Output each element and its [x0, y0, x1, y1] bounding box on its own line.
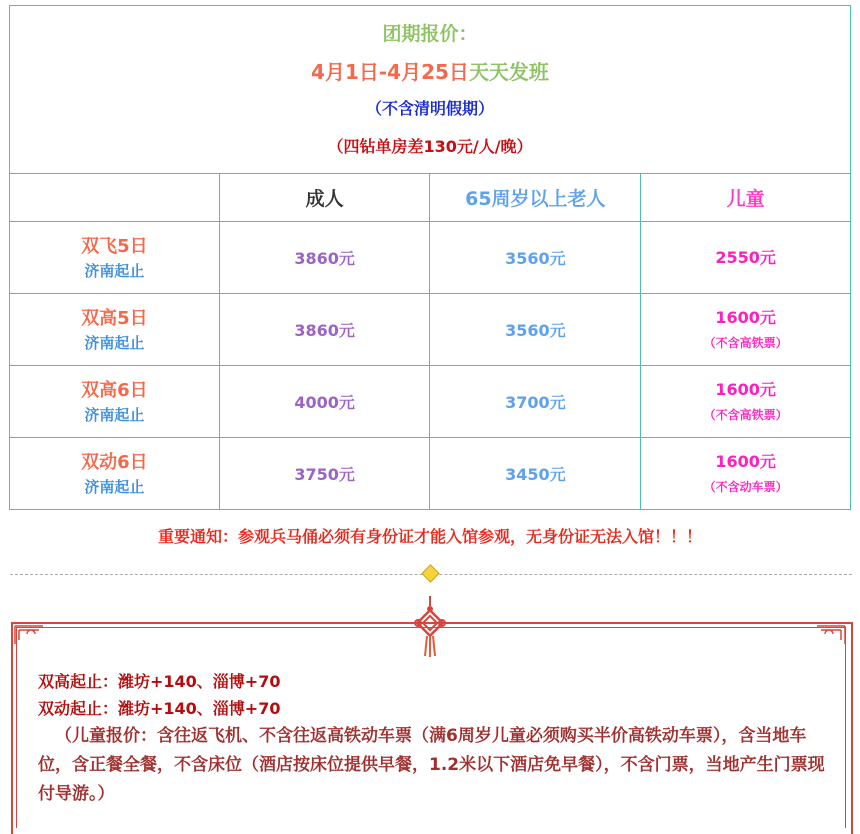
route-name: 双高6日 [81, 379, 148, 401]
child-price: 1600元 [715, 307, 776, 327]
price-header [10, 6, 851, 174]
route-name: 双高5日 [81, 307, 148, 329]
child-price: 1600元 [715, 451, 776, 471]
daily-departure-text: 天天发班 [468, 60, 549, 84]
adult-price: 4000元 [219, 366, 430, 438]
child-price-cell [641, 294, 851, 366]
child-price-note: （不含高铁票） [703, 335, 788, 350]
diamond-ornament-icon [421, 564, 439, 582]
column-header-adult: 成人 [219, 174, 430, 222]
table-row [10, 438, 851, 510]
route-departure: 济南起止 [84, 477, 145, 496]
child-price: 1600元 [715, 379, 776, 399]
single-room-supplement: （四钻单房差130元/人/晚） [327, 137, 533, 156]
table-row [10, 222, 851, 294]
table-row [10, 294, 851, 366]
date-range [10, 55, 850, 89]
corner-scroll-left-icon [13, 624, 49, 646]
route-cell [10, 366, 220, 438]
adult-price: 3750元 [219, 438, 430, 510]
child-price-cell [641, 366, 851, 438]
route-cell [10, 222, 220, 294]
route-name: 双动6日 [81, 451, 148, 473]
route-departure: 济南起止 [84, 261, 145, 280]
schedule-title: 团期报价： [382, 23, 478, 45]
dual-rail-surcharge: 双高起止：潍坊+140、淄博+70 [38, 672, 281, 691]
child-price-note: （不含动车票） [703, 479, 788, 494]
corner-scroll-right-icon [811, 624, 847, 646]
route-name: 双飞5日 [81, 235, 148, 257]
route-cell [10, 438, 220, 510]
adult-price: 3860元 [219, 294, 430, 366]
price-table [9, 5, 851, 510]
column-header-empty [10, 174, 220, 222]
info-text [38, 668, 828, 809]
column-header-senior: 65周岁以上老人 [430, 174, 641, 222]
senior-price: 3700元 [430, 366, 641, 438]
column-header-child: 儿童 [641, 174, 851, 222]
child-price: 2550元 [715, 247, 776, 267]
chinese-knot-icon [414, 596, 446, 658]
child-price-cell [641, 222, 851, 294]
route-cell [10, 294, 220, 366]
senior-price: 3450元 [430, 438, 641, 510]
route-departure: 济南起止 [84, 333, 145, 352]
senior-price: 3560元 [430, 294, 641, 366]
important-notice: 重要通知：参观兵马俑必须有身份证才能入馆参观，无身份证无法入馆！！！ [157, 527, 702, 546]
holiday-exclusion: （不含清明假期） [365, 99, 494, 118]
bullet-train-surcharge: 双动起止：潍坊+140、淄博+70 [38, 699, 281, 718]
table-row [10, 366, 851, 438]
senior-price: 3560元 [430, 222, 641, 294]
child-price-note: （不含高铁票） [703, 407, 788, 422]
date-range-text: 4月1日-4月25日 [311, 60, 469, 84]
adult-price: 3860元 [219, 222, 430, 294]
route-departure: 济南起止 [84, 405, 145, 424]
column-header-row [10, 174, 851, 222]
child-price-cell [641, 438, 851, 510]
child-pricing-policy: （儿童报价：含往返飞机、不含往返高铁动车票（满6周岁儿童必须购买半价高铁动车票），含当地车位，含正餐全餐，不含床位（酒店按床位提供早餐，1.2米以下酒店免早餐），不含门票，当地产生门票现付导游。） [38, 726, 825, 804]
